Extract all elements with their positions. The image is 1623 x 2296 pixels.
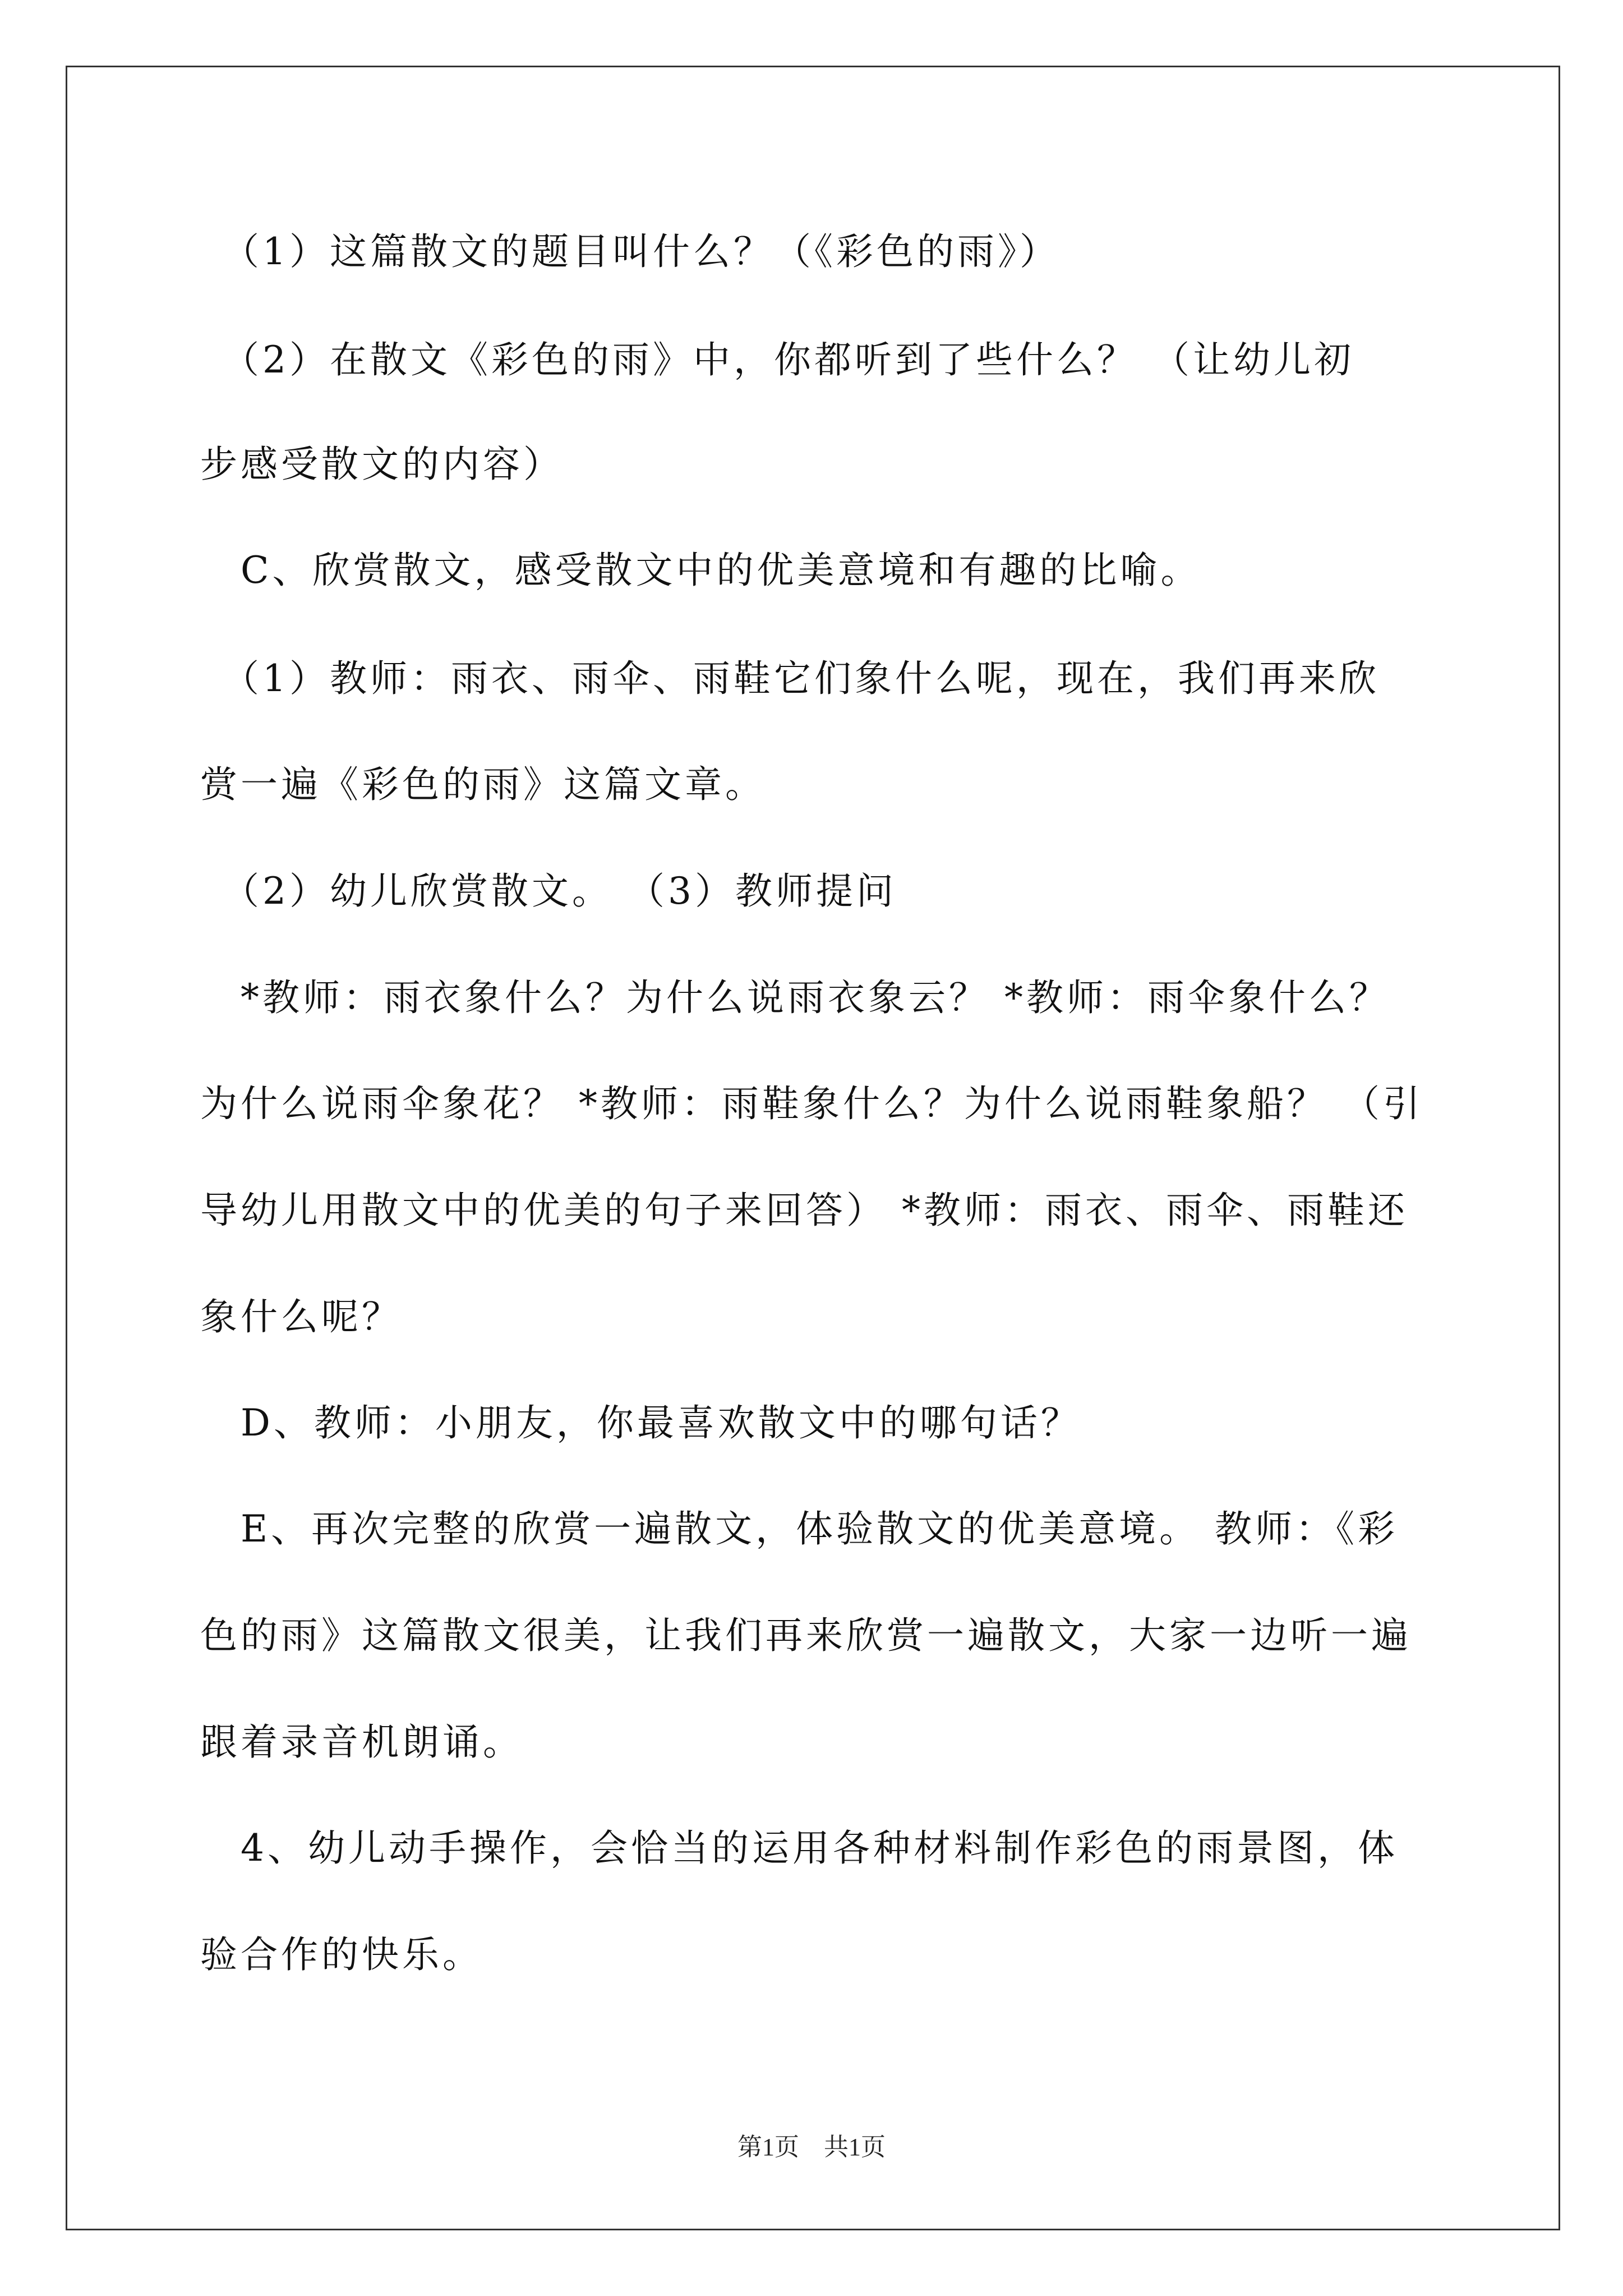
text-line: （1）这篇散文的题目叫什么？（《彩色的雨》） <box>200 230 1060 273</box>
text-line: （1）教师：雨衣、雨伞、雨鞋它们象什么呢，现在，我们再来欣 <box>200 657 1380 700</box>
text-line: （2）幼儿欣赏散文。 （3）教师提问 <box>200 869 897 913</box>
text-line: 跟着录音机朗诵。 <box>200 1720 523 1764</box>
text-line: 为什么说雨伞象花？ *教师：雨鞋象什么？为什么说雨鞋象船？ （引 <box>200 1082 1423 1125</box>
text-line: 导幼儿用散文中的优美的句子来回答） *教师：雨衣、雨伞、雨鞋还 <box>200 1189 1408 1232</box>
text-line: D、教师：小朋友，你最喜欢散文中的哪句话？ <box>200 1401 1081 1444</box>
text-line: C、欣赏散文，感受散文中的优美意境和有趣的比喻。 <box>200 549 1201 592</box>
text-line: （2）在散文《彩色的雨》中，你都听到了些什么？ （让幼儿初 <box>200 338 1354 381</box>
text-line: *教师：雨衣象什么？为什么说雨衣象云？ *教师：雨伞象什么？ <box>200 976 1390 1019</box>
text-line: 色的雨》这篇散文很美，让我们再来欣赏一遍散文，大家一边听一遍 <box>200 1614 1412 1657</box>
text-line: 4、幼儿动手操作，会恰当的运用各种材料制作彩色的雨景图，体 <box>200 1826 1398 1870</box>
text-line: 步感受散文的内容） <box>200 443 564 486</box>
text-line: 象什么呢？ <box>200 1295 402 1338</box>
text-line: E、再次完整的欣赏一遍散文，体验散文的优美意境。 教师：《彩 <box>200 1507 1399 1550</box>
page-footer: 第1页 共1页 <box>737 2133 886 2161</box>
text-line: 验合作的快乐。 <box>200 1933 483 1976</box>
text-line: 赏一遍《彩色的雨》这篇文章。 <box>200 763 766 806</box>
